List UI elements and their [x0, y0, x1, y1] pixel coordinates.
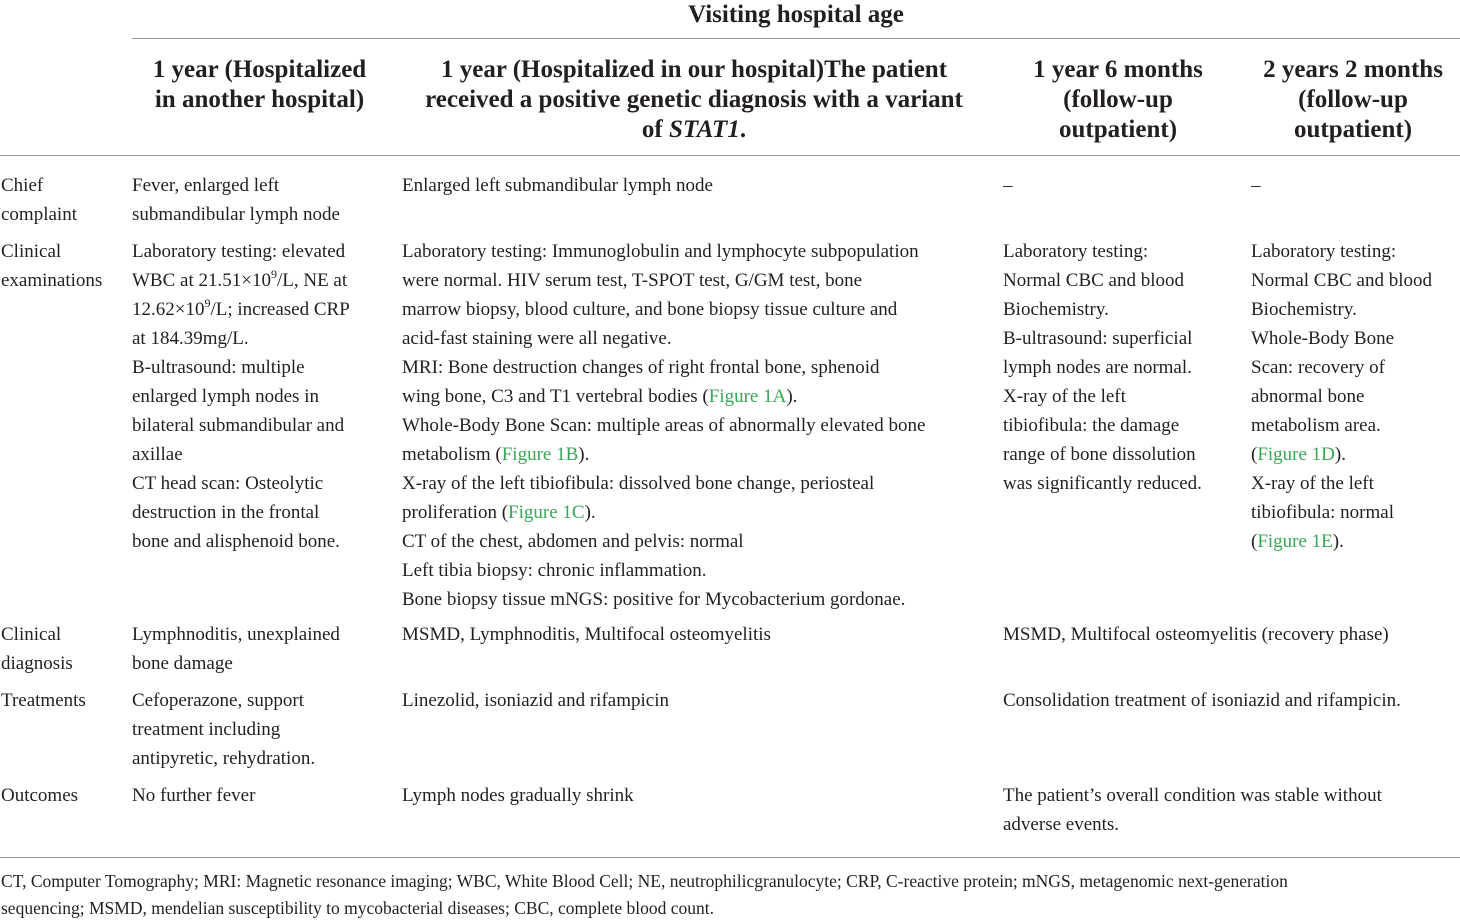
- outcomes-col1: No further fever: [132, 785, 256, 806]
- header-bottom-rule: [0, 155, 1460, 156]
- treatments-col2: Linezolid, isoniazid and rifampicin: [402, 690, 669, 711]
- col-header-4: 2 years 2 months (follow-up outpatient): [1263, 56, 1443, 143]
- figure-1a-link[interactable]: Figure 1A: [708, 386, 787, 407]
- col-header-2: 1 year (Hospitalized in our hospital)The patient received a positive genetic diagnosis with a variant of STAT1.: [425, 56, 963, 143]
- table-footnote: CT, Computer Tomography; MRI: Magnetic resonance imaging; WBC, White Blood Cell; NE, neutrophilicgranulocyte; CRP, C-reactive protein; mNGS, metagenomic next-generation sequencing; MSMD, mendelian susceptibility to mycobacterial diseases; CBC, complete blood count.: [1, 871, 1288, 918]
- clinical-diagnosis-col34: MSMD, Multifocal osteomyelitis (recovery phase): [1003, 624, 1389, 645]
- group-header-rule: [132, 38, 1460, 39]
- outcomes-col2: Lymph nodes gradually shrink: [402, 785, 634, 806]
- row-label-outcomes: Outcomes: [1, 785, 79, 806]
- row-label-clinical-examinations: Clinical examinations: [1, 241, 103, 291]
- col-header-1: 1 year (Hospitalized in another hospital): [152, 56, 367, 113]
- group-header: Visiting hospital age: [688, 1, 904, 28]
- treatments-col1: Cefoperazone, support treatment including antipyretic, rehydration.: [132, 690, 316, 769]
- figure-1e-link[interactable]: Figure 1E: [1257, 531, 1333, 552]
- clinical-exam-col2: Laboratory testing: Immunoglobulin and lymphocyte subpopulation were normal. HIV serum test, T-SPOT test, G/GM test, bone marrow biopsy, blood culture, and bone biopsy tissue culture and acid-fast staining were all negative. MRI: Bone destruction changes of right frontal bone, sphenoid wing bone, C3 and T1 vertebral bodies (Figure 1A). Whole-Body Bone Scan: multiple areas of abnormally elevated bone metabolism (Figure 1B). X-ray of the left tibiofibula: dissolved bone change, periosteal proliferation (Figure 1C). CT of the chest, abdomen and pelvis: normal Left tibia biopsy: chronic inflammation. Bone biopsy tissue mNGS: positive for Mycobacterium gordonae.: [402, 241, 926, 610]
- chief-complaint-col4: –: [1251, 175, 1261, 196]
- chief-complaint-col1: Fever, enlarged left submandibular lymph node: [132, 175, 340, 225]
- figure-1b-link[interactable]: Figure 1B: [501, 444, 579, 465]
- treatments-col34: Consolidation treatment of isoniazid and rifampicin.: [1003, 690, 1401, 711]
- col-header-3: 1 year 6 months (follow-up outpatient): [1033, 56, 1203, 143]
- clinical-exam-col4: Laboratory testing: Normal CBC and blood Biochemistry. Whole-Body Bone Scan: recovery of abnormal bone metabolism area. (Figure 1D). X-ray of the left tibiofibula: normal (Figure 1E).: [1251, 241, 1433, 552]
- row-label-clinical-diagnosis: Clinical diagnosis: [1, 624, 73, 674]
- chief-complaint-col2: Enlarged left submandibular lymph node: [402, 175, 713, 196]
- figure-1d-link[interactable]: Figure 1D: [1257, 444, 1335, 465]
- outcomes-col34: The patient’s overall condition was stable without adverse events.: [1003, 785, 1382, 835]
- table-bottom-rule: [0, 857, 1460, 858]
- figure-1c-link[interactable]: Figure 1C: [508, 502, 585, 523]
- chief-complaint-col3: –: [1003, 175, 1013, 196]
- row-label-chief-complaint: Chief complaint: [1, 175, 77, 225]
- clinical-diagnosis-col2: MSMD, Lymphnoditis, Multifocal osteomyelitis: [402, 624, 771, 645]
- row-label-treatments: Treatments: [1, 690, 86, 711]
- clinical-diagnosis-col1: Lymphnoditis, unexplained bone damage: [132, 624, 340, 674]
- clinical-exam-col1: Laboratory testing: elevated WBC at $21.51\times 10^9/L$, NE at $12.62\times 10^9/L$; increased CRP at 184.39mg/L. B-ultrasound: multiple enlarged lymph nodes in bilateral submandibular and axillae CT head scan: Osteolytic destruction in the frontal bone and alisphenoid bone.: [132, 241, 350, 552]
- clinical-exam-col3: Laboratory testing: Normal CBC and blood Biochemistry. B-ultrasound: superficial lymph nodes are normal. X-ray of the left tibiofibula: the damage range of bone dissolution was significantly reduced.: [1003, 241, 1202, 494]
